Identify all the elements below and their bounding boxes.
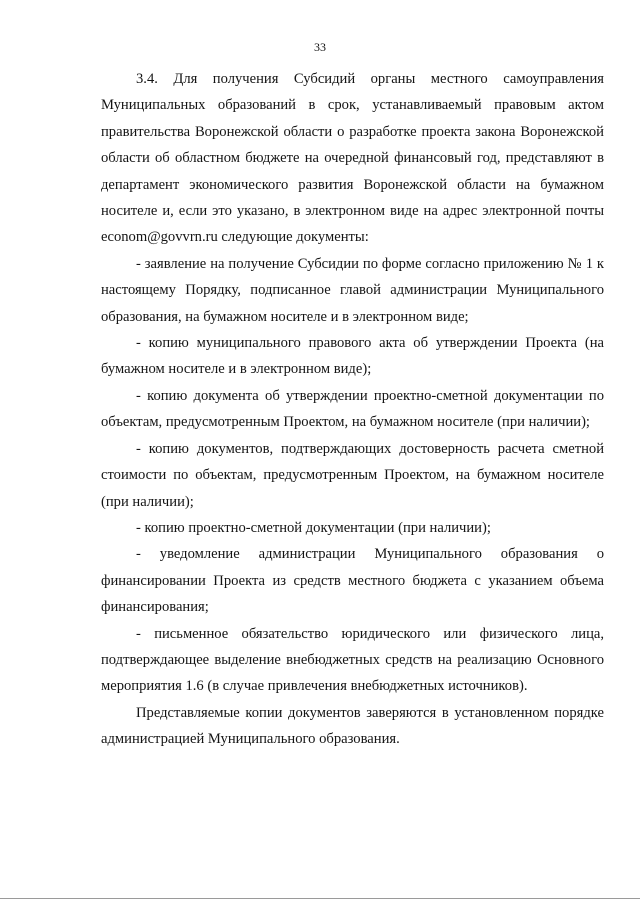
- list-item-cost-estimate-reliability-copy: - копию документов, подтверждающих достоверность расчета сметной стоимости по объектам, предусмотренным Проектом, на бумажном носителе (при наличии);: [101, 440, 604, 510]
- list-item-local-budget-notice: - уведомление администрации Муниципального образования о финансировании Проекта из средств местного бюджета с указанием объема финансирования;: [101, 546, 604, 616]
- document-body: [101, 66, 604, 753]
- page-bottom-divider: [0, 898, 640, 899]
- paragraph-copies-certification: Представляемые копии документов заверяются в установленном порядке администрацией Муниципального образования.: [101, 704, 604, 748]
- page-number: 33: [314, 40, 326, 54]
- paragraph-3-4-intro: 3.4. Для получения Субсидий органы местного самоуправления Муниципальных образований в срок, устанавливаемый правовым актом правительства Воронежской области о разработке проекта закона Воронежской области об областном бюджете на очередной финансовый год, представляют в департамент экономического развития Воронежской области на бумажном носителе и, если это указано, в электронном виде на адрес электронной почты econom@govvrn.ru следующие документы:: [101, 71, 604, 246]
- list-item-subsidy-application: - заявление на получение Субсидии по форме согласно приложению № 1 к настоящему Порядку, подписанное главой администрации Муниципального образования, на бумажном носителе и в электронном виде;: [101, 255, 604, 325]
- list-item-design-estimate-docs-copy: - копию проектно-сметной документации (при наличии);: [136, 519, 491, 536]
- list-item-extrabudgetary-commitment: - письменное обязательство юридического или физического лица, подтверждающее выделение внебюджетных средств на реализацию Основного мероприятия 1.6 (в случае привлечения внебюджетных источников).: [101, 625, 604, 695]
- list-item-municipal-act-copy: - копию муниципального правового акта об утверждении Проекта (на бумажном носителе и в электронном виде);: [101, 335, 604, 378]
- list-item-design-estimate-approval-copy: - копию документа об утверждении проектно-сметной документации по объектам, предусмотренным Проектом, на бумажном носителе (при наличии);: [101, 387, 604, 431]
